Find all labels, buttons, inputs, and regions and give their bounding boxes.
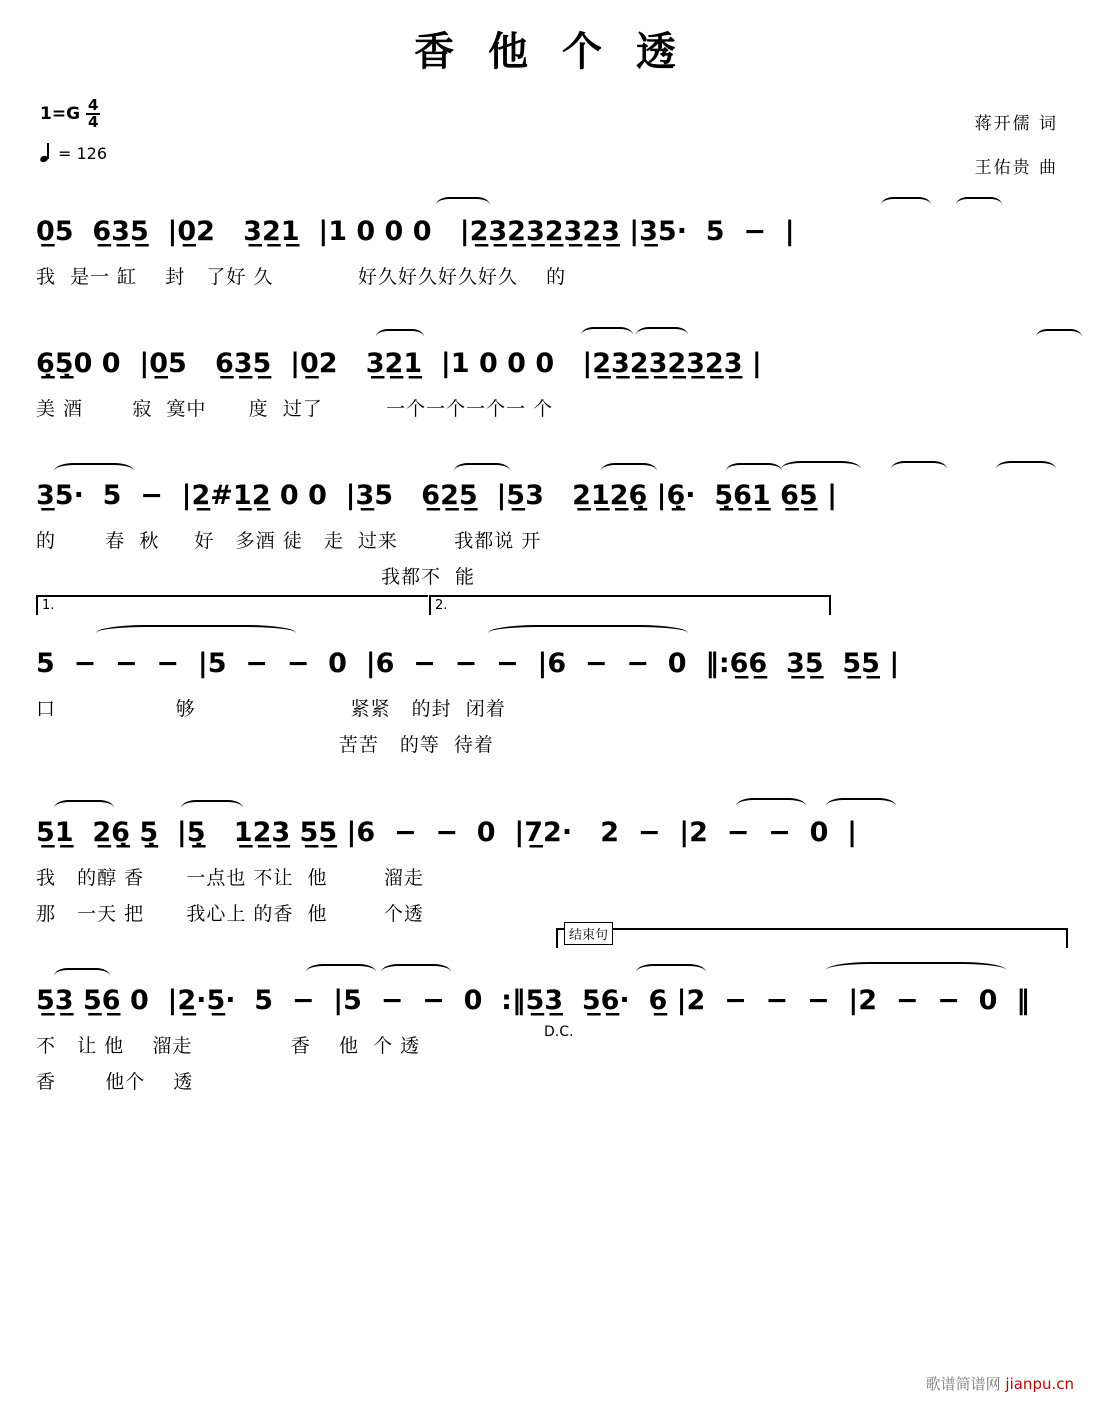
lyric-line-2: 我都不 能 [36,566,476,589]
notation-line: 5̲3̲ 5̲6̲ 0 |2̲·5̲· 5 − |5 − − 0 :‖5̲3̲ 5̲6̲· 6̲ |2 − − − |2 − − 0 ‖ [36,984,1030,1016]
da-capo-marking: D.C. [544,1023,574,1040]
score-system [36,215,1064,347]
lyric-line-1: 口 够 紧紧 的封 闭着 [36,698,506,721]
score-system [36,347,1064,479]
lyricist-credit: 蒋开儒 词 [974,114,1058,134]
score-system [36,598,1064,815]
notation-line: 5̲1̲ 2̲6̣̲ 5̣̲ |5̣̲ 1̲2̲3̲ 5̲5̲ |6 − − 0 |7̲2· 2 − |2 − − 0 | [36,816,858,848]
slur-arc [956,197,1002,213]
score-system [36,479,1064,647]
tempo-value: = 126 [58,144,108,163]
score-system [36,816,1064,984]
lyric-line-1: 我 是一 缸 封 了好 久 好久好久好久好久 的 [36,266,567,288]
lyric-line-2: 那 一天 把 我心上 的香 他 个透 [36,902,424,925]
notation-line: 5 − − − |5 − − 0 |6 − − − |6 − − 0 ‖:6̲6̲ 3̲5̲ 5̲5̲ | [36,648,900,680]
music-score [0,215,1100,1110]
ending-section-label: 结束句 [564,922,613,945]
watermark-site: 歌谱简谱网 [925,1375,1001,1393]
watermark [926,1373,1074,1394]
time-signature: $\frac{4}{4}$ [88,96,99,131]
slur-arc [436,197,490,213]
ending-bracket [556,928,1068,948]
quarter-note-icon [40,145,54,163]
lyric-line-1: 不 让 他 溜走 香 他 个 透 [36,1034,421,1057]
composer-credit: 王佑贵 曲 [974,158,1058,179]
lyric-line-2: 苦苦 的等 待着 [36,734,494,757]
lyric-line-2: 香 他个 透 [36,1070,194,1093]
notation-line: 3̲5· 5 − |2̲#1̲2̲ 0 0 |3̲5 6̲2̲5̲ |5̲3 2̲1̲2̲6̣̲ |6̣̲· 5̣̲6̲1̲ 6̲5̲ | [36,480,837,512]
volta-label-1: 1. [42,598,55,614]
key-and-time-signature [40,98,107,130]
score-metadata-left [40,98,107,163]
lyric-line-1: 美 酒 寂 寞中 度 过了 一个一个一个一 个 [36,398,554,421]
slur-arc [881,197,931,213]
volta-label-2: 2. [435,598,448,614]
lyric-line-1: 的 春 秋 好 多酒 徒 走 过来 我都说 开 [36,530,542,553]
volta-bracket-2 [429,595,831,615]
score-metadata-right [975,102,1058,190]
page-title: 香 他 个 透 [414,29,686,75]
notation-line: 6̣̲5̣̲0 0 |0̲5 6̲3̲5̲ |0̲2 3̲2̲1̲ |1 0 0 0 |2̲3̲2̲3̲2̲3̲2̲3̲ | [36,348,762,380]
lyric-line-1: 我 的醇 香 一点也 不让 他 溜走 [36,866,424,889]
tempo-marking [40,144,107,163]
watermark-url: jianpu.cn [1005,1375,1074,1393]
key-label: 1=G [40,104,81,124]
notation-line: 0̲5 6̲3̲5̲ |0̲2 3̲2̲1̲ |1 0 0 0 |2̲3̲2̲3̲2̲3̲2̲3̲ |3̲5· 5 − | [36,216,795,247]
volta-bracket-1 [36,595,428,615]
score-system [36,927,1064,1110]
